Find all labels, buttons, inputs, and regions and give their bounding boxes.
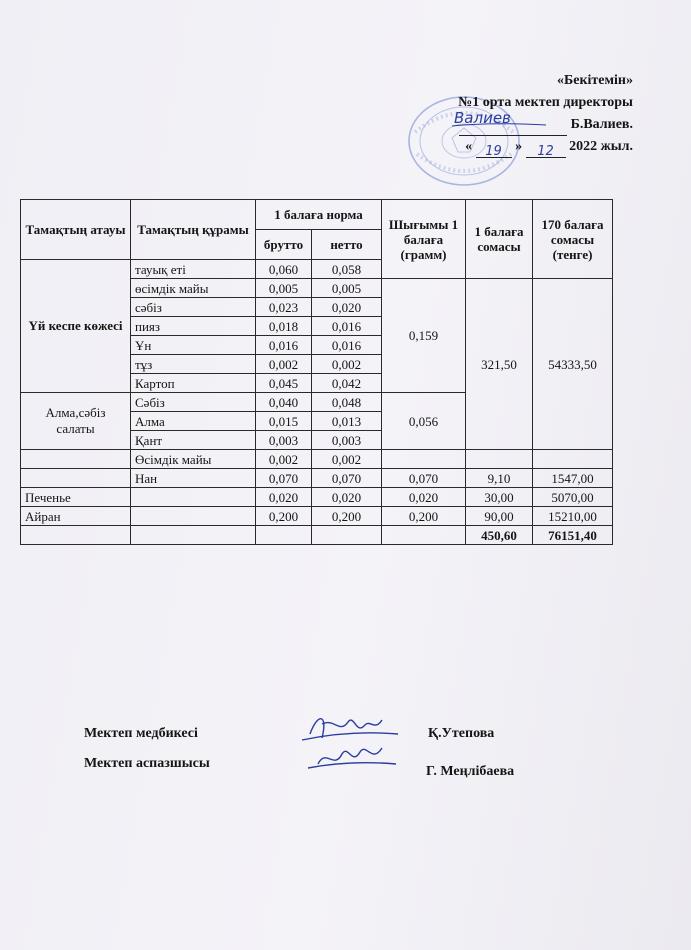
header-netto: нетто <box>312 230 382 260</box>
ingredient: сәбіз <box>131 298 256 317</box>
brutto-value: 0,070 <box>256 469 312 488</box>
netto-value: 0,048 <box>312 393 382 412</box>
brutto-value: 0,002 <box>256 450 312 469</box>
table-row <box>21 450 613 469</box>
price-one-value: 9,10 <box>466 469 533 488</box>
empty-cell <box>382 526 466 545</box>
dish-yield: 0,056 <box>382 393 466 450</box>
brutto-value: 0,016 <box>256 336 312 355</box>
table-row <box>21 507 613 526</box>
brutto-value: 0,018 <box>256 317 312 336</box>
item-name: Айран <box>21 507 131 526</box>
director-position: №1 орта мектеп директоры <box>458 95 633 110</box>
date-month: 12 <box>526 141 566 158</box>
netto-value: 0,002 <box>312 355 382 374</box>
price-one-value: 90,00 <box>466 507 533 526</box>
total-price-total: 76151,40 <box>533 526 613 545</box>
staff-signatures <box>300 704 400 780</box>
brutto-value: 0,040 <box>256 393 312 412</box>
ingredient: Картоп <box>131 374 256 393</box>
price-one-value: 30,00 <box>466 488 533 507</box>
ingredient: тауық еті <box>131 260 256 279</box>
netto-value: 0,002 <box>312 450 382 469</box>
director-signature <box>450 106 550 130</box>
empty-cell <box>21 526 131 545</box>
empty-cell <box>312 526 382 545</box>
director-name: Б.Валиев. <box>570 117 633 132</box>
total-price-one: 450,60 <box>466 526 533 545</box>
header-row-1 <box>21 200 613 230</box>
total-row <box>21 526 613 545</box>
brutto-value: 0,015 <box>256 412 312 431</box>
nurse-role: Мектеп медбикесі <box>84 726 198 741</box>
netto-value: 0,016 <box>312 336 382 355</box>
empty-cell <box>382 450 466 469</box>
cook-role: Мектеп аспазшысы <box>84 756 210 771</box>
ingredient: Сәбіз <box>131 393 256 412</box>
brutto-value: 0,023 <box>256 298 312 317</box>
brutto-value: 0,002 <box>256 355 312 374</box>
header-brutto: брутто <box>256 230 312 260</box>
header-price-one: 1 балаға сомасы <box>466 200 533 279</box>
date-day: 19 <box>476 141 512 158</box>
ingredient: өсімдік майы <box>131 279 256 298</box>
yield-value: 0,070 <box>382 469 466 488</box>
ingredient: Ұн <box>131 336 256 355</box>
director-signature-text: Валиев <box>454 109 511 127</box>
ingredient: Нан <box>131 469 256 488</box>
header-composition: Тамақтың құрамы <box>131 200 256 260</box>
yield-value: 0,020 <box>382 488 466 507</box>
netto-value: 0,020 <box>312 298 382 317</box>
header-dish: Тамақтың атауы <box>21 200 131 260</box>
ingredient: Қант <box>131 431 256 450</box>
netto-value: 0,005 <box>312 279 382 298</box>
netto-value: 0,016 <box>312 317 382 336</box>
item-name: Печенье <box>21 488 131 507</box>
netto-value: 0,013 <box>312 412 382 431</box>
date-quote-open: « <box>465 139 473 154</box>
price-total-value: 5070,00 <box>533 488 613 507</box>
date-year: 2022 жыл. <box>569 139 633 154</box>
netto-value: 0,003 <box>312 431 382 450</box>
brutto-value: 0,060 <box>256 260 312 279</box>
ingredient: пияз <box>131 317 256 336</box>
menu-table <box>20 199 613 545</box>
ingredient: тұз <box>131 355 256 374</box>
dish-price-total: 54333,50 <box>533 279 613 450</box>
netto-value: 0,058 <box>312 260 382 279</box>
ingredient: Өсімдік майы <box>131 450 256 469</box>
netto-value: 0,070 <box>312 469 382 488</box>
approval-date <box>373 136 633 158</box>
netto-value: 0,042 <box>312 374 382 393</box>
table-row <box>21 469 613 488</box>
date-quote-close: » <box>515 139 523 154</box>
netto-value: 0,020 <box>312 488 382 507</box>
netto-value: 0,200 <box>312 507 382 526</box>
yield-value: 0,200 <box>382 507 466 526</box>
price-total-value: 1547,00 <box>533 469 613 488</box>
empty-cell <box>533 450 613 469</box>
header-price-total: 170 балаға сомасы (тенге) <box>533 200 613 279</box>
empty-cell <box>256 526 312 545</box>
nurse-name: Қ.Утепова <box>428 726 495 741</box>
dish-price-one: 321,50 <box>466 279 533 450</box>
brutto-value: 0,045 <box>256 374 312 393</box>
empty-cell <box>466 450 533 469</box>
approval-title: «Бекітемін» <box>556 73 633 88</box>
dish-name: Үй кеспе көжесі <box>21 260 131 393</box>
empty-cell <box>21 450 131 469</box>
brutto-value: 0,003 <box>256 431 312 450</box>
header-norm: 1 балаға норма <box>256 200 382 230</box>
dish-yield: 0,159 <box>382 279 466 393</box>
dish-name: Алма,сәбіз салаты <box>21 393 131 450</box>
empty-cell <box>131 488 256 507</box>
empty-cell <box>131 526 256 545</box>
brutto-value: 0,005 <box>256 279 312 298</box>
ingredient: Алма <box>131 412 256 431</box>
price-total-value: 15210,00 <box>533 507 613 526</box>
brutto-value: 0,200 <box>256 507 312 526</box>
brutto-value: 0,020 <box>256 488 312 507</box>
empty-cell <box>131 507 256 526</box>
header-yield: Шығымы 1 балаға (грамм) <box>382 200 466 279</box>
empty-cell <box>21 469 131 488</box>
cook-name: Г. Меңлібаева <box>426 764 515 779</box>
table-row <box>21 488 613 507</box>
